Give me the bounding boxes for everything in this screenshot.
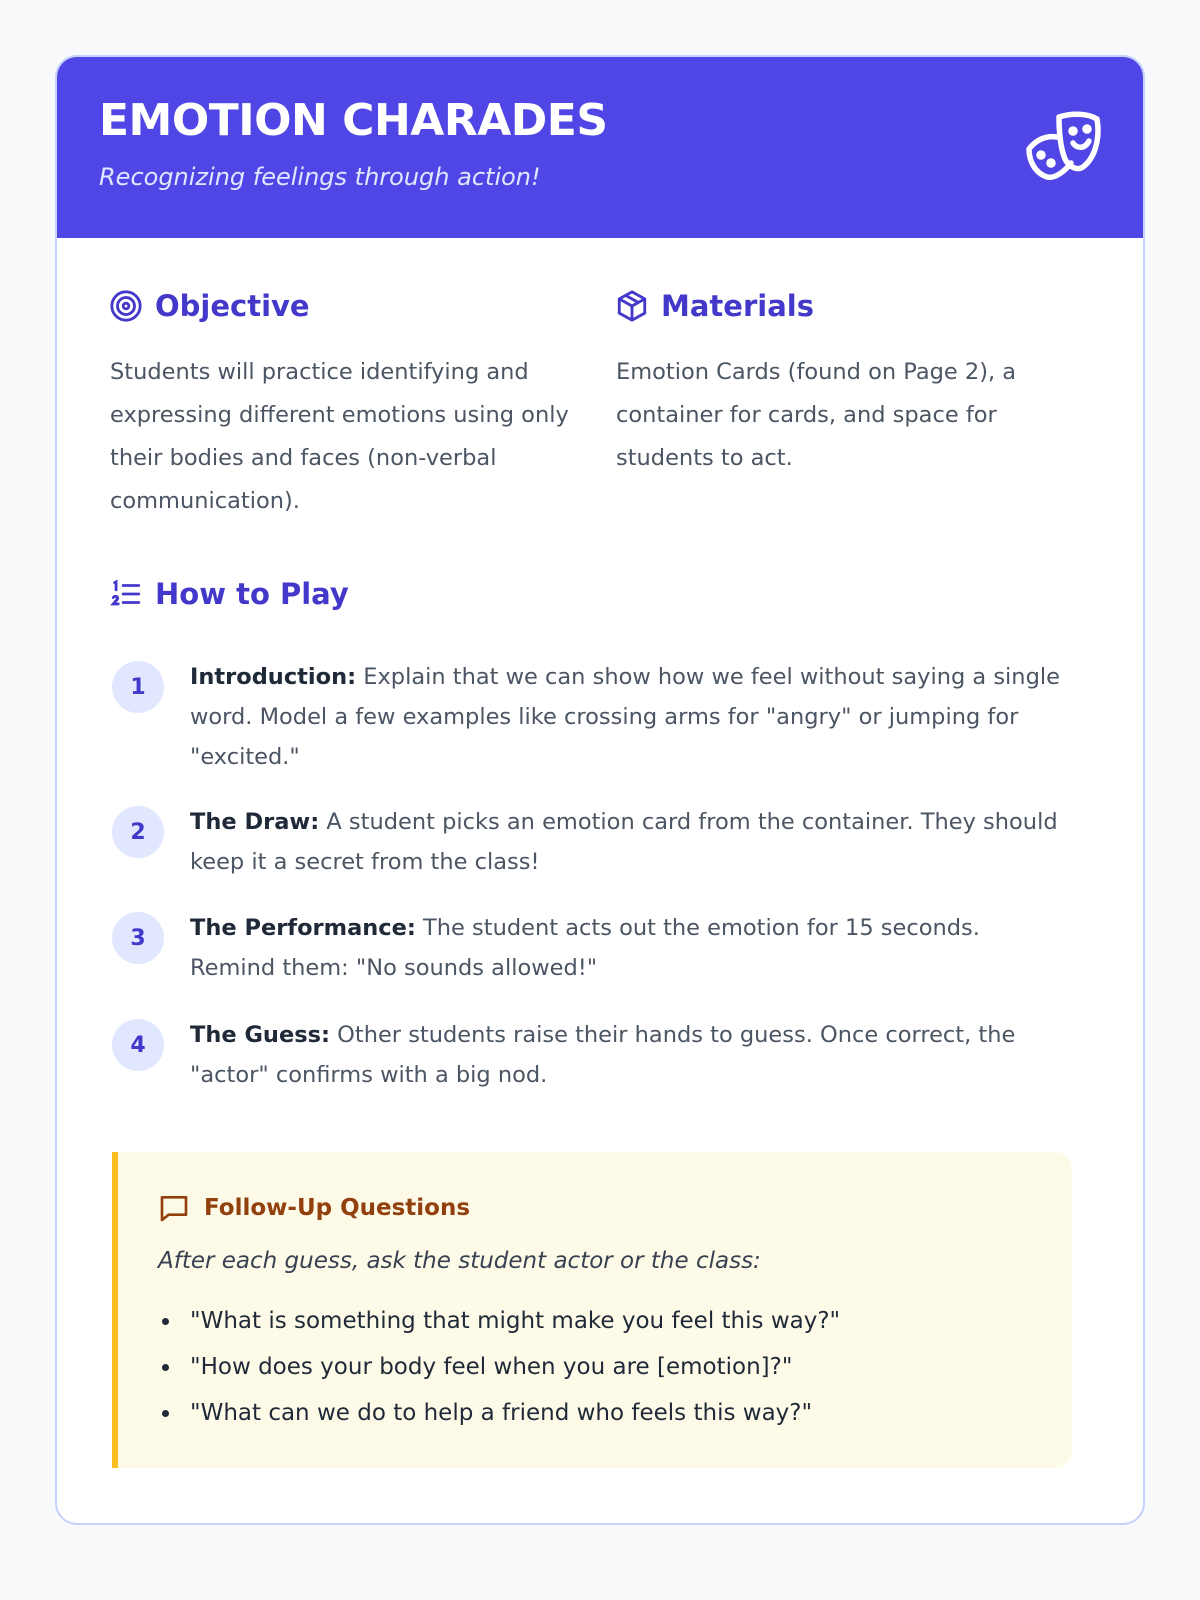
page-subtitle: Recognizing feelings through action! [99, 163, 541, 191]
step-description: Explain that we can show how we feel without saying a single word. Model a few examples like crossing arms for "angry" or jumping for "excited." [190, 664, 1060, 770]
how-to-play-heading-label: How to Play [155, 577, 349, 611]
header-banner [57, 57, 1143, 238]
step-description: The student acts out the emotion for 15 seconds. Remind them: "No sounds allowed!" [190, 915, 980, 981]
step-number: 2 [112, 806, 164, 858]
step-text [190, 802, 1070, 882]
step-number: 1 [112, 661, 164, 713]
list-item: "How does your body feel when you are [emotion]?" [158, 1344, 840, 1390]
step-title: The Draw: [190, 809, 320, 835]
how-to-play-heading [109, 577, 349, 611]
activity-card [55, 55, 1145, 1525]
page-title: EMOTION CHARADES [99, 95, 608, 146]
materials-heading [615, 289, 814, 323]
follow-up-questions [158, 1298, 840, 1436]
step-text [190, 1015, 1070, 1095]
follow-up-heading-label: Follow-Up Questions [204, 1195, 471, 1221]
package-icon [615, 289, 649, 323]
numbered-list-icon [109, 577, 143, 611]
follow-up-intro: After each guess, ask the student actor or the class: [158, 1248, 761, 1274]
list-item: "What can we do to help a friend who feels this way?" [158, 1390, 840, 1436]
step-number: 4 [112, 1019, 164, 1071]
step-number: 3 [112, 912, 164, 964]
follow-up-heading [158, 1192, 470, 1224]
step-text [190, 657, 1070, 777]
step-title: The Guess: [190, 1022, 330, 1048]
step-title: The Performance: [190, 915, 416, 941]
target-icon [109, 289, 143, 323]
list-item: "What is something that might make you feel this way?" [158, 1298, 840, 1344]
step-description: Other students raise their hands to guess. Once correct, the "actor" confirms with a big nod. [190, 1022, 1016, 1088]
follow-up-callout [112, 1152, 1072, 1468]
objective-text: Students will practice identifying and expressing different emotions using only their bodies and faces (non-verbal communication). [110, 359, 569, 514]
objective-heading-label: Objective [155, 289, 310, 323]
message-square-icon [158, 1192, 190, 1224]
materials-text: Emotion Cards (found on Page 2), a container for cards, and space for students to act. [616, 359, 1017, 471]
theater-masks-icon [1025, 107, 1105, 187]
materials-heading-label: Materials [661, 289, 814, 323]
objective-heading [109, 289, 310, 323]
step-text [190, 908, 1070, 988]
step-title: Introduction: [190, 664, 357, 690]
step-description: A student picks an emotion card from the container. They should keep it a secret from the class! [190, 809, 1058, 875]
